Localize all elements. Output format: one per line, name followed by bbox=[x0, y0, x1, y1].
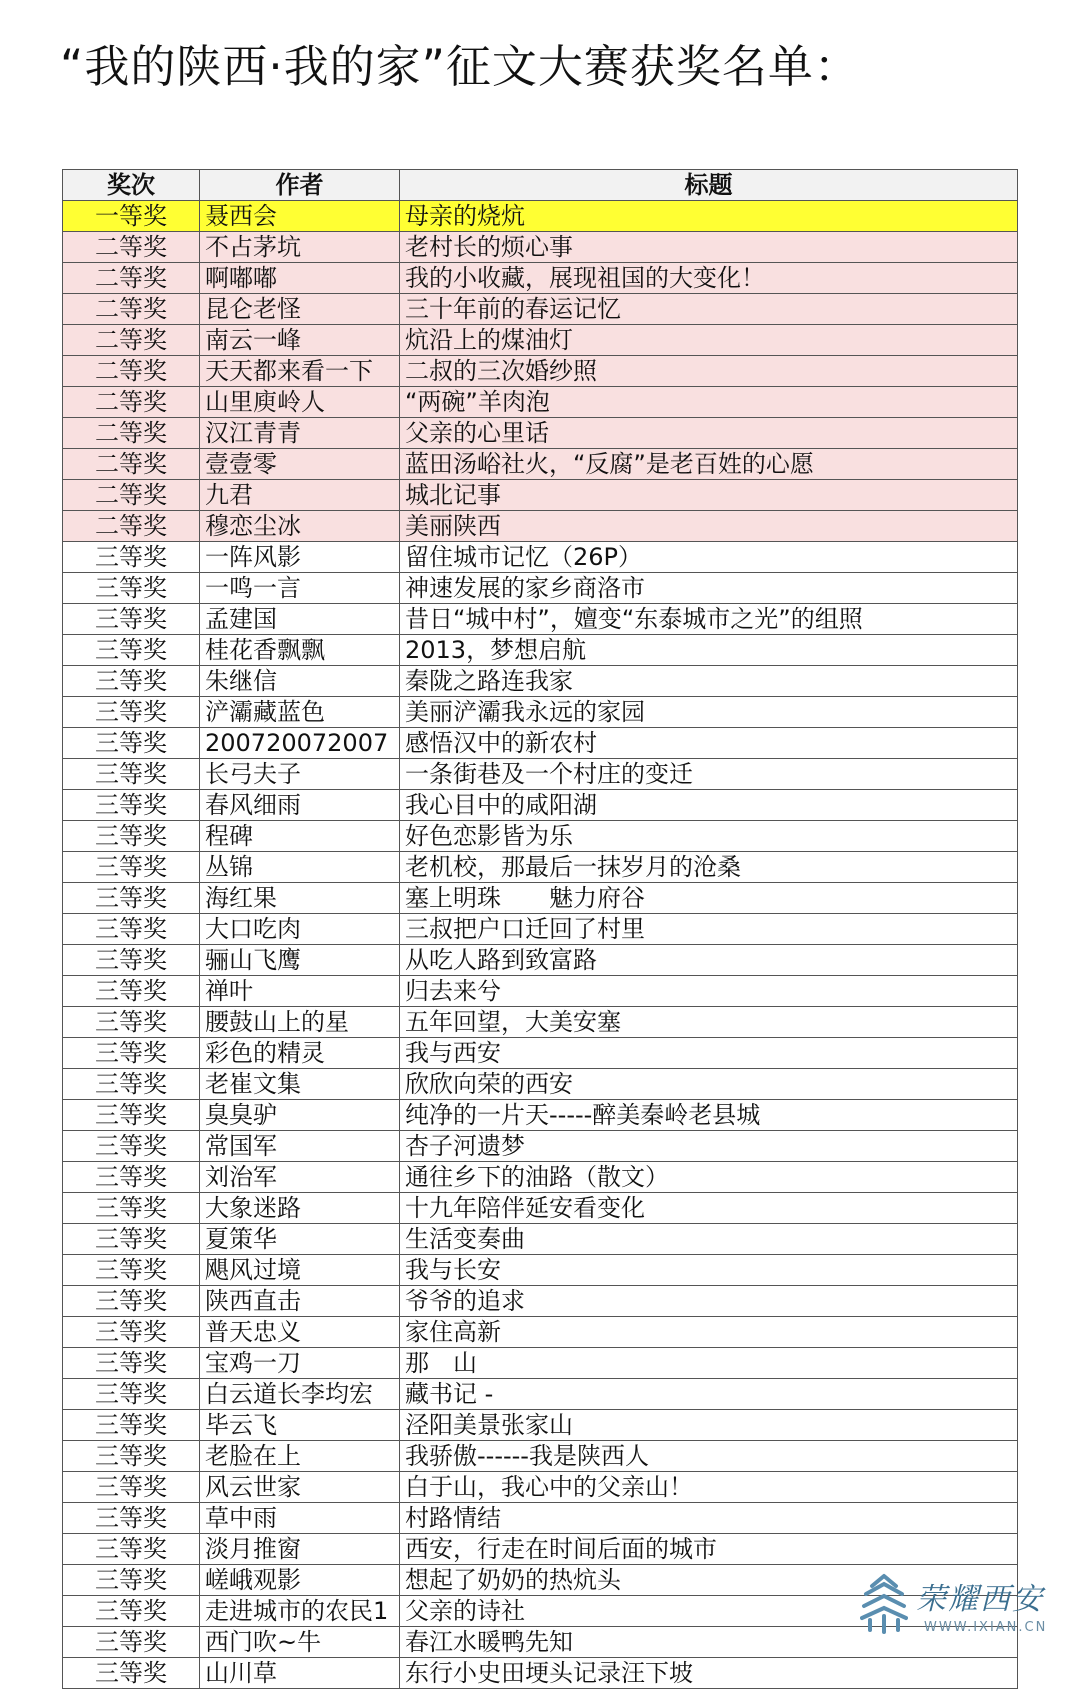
table-row bbox=[63, 945, 1018, 976]
title-cell: 蓝田汤峪社火，“反腐”是老百姓的心愿 bbox=[400, 449, 1018, 480]
author-cell: 臭臭驴 bbox=[200, 1100, 400, 1131]
table-row bbox=[63, 1131, 1018, 1162]
rank-cell: 三等奖 bbox=[63, 1162, 200, 1193]
title-cell: 父亲的诗社 bbox=[400, 1596, 1018, 1627]
author-cell: 聂西会 bbox=[200, 201, 400, 232]
title-cell: 三十年前的春运记忆 bbox=[400, 294, 1018, 325]
table-row bbox=[63, 697, 1018, 728]
author-cell: 嵯峨观影 bbox=[200, 1565, 400, 1596]
rank-cell: 三等奖 bbox=[63, 1100, 200, 1131]
author-cell: 一鸣一言 bbox=[200, 573, 400, 604]
author-cell: 长弓夫子 bbox=[200, 759, 400, 790]
table-row bbox=[63, 635, 1018, 666]
author-cell: 程碑 bbox=[200, 821, 400, 852]
table-row bbox=[63, 480, 1018, 511]
rank-cell: 三等奖 bbox=[63, 1348, 200, 1379]
table-row bbox=[63, 294, 1018, 325]
title-cell: 欣欣向荣的西安 bbox=[400, 1069, 1018, 1100]
author-cell: 禅叶 bbox=[200, 976, 400, 1007]
rank-cell: 三等奖 bbox=[63, 1627, 200, 1658]
title-cell: 五年回望，大美安塞 bbox=[400, 1007, 1018, 1038]
rank-cell: 三等奖 bbox=[63, 914, 200, 945]
site-watermark bbox=[860, 1568, 1060, 1648]
author-cell: 200720072007 bbox=[200, 728, 400, 759]
table-row bbox=[63, 1503, 1018, 1534]
title-cell: 想起了奶奶的热炕头 bbox=[400, 1565, 1018, 1596]
title-cell: 白于山，我心中的父亲山！ bbox=[400, 1472, 1018, 1503]
author-cell: 桂花香飘飘 bbox=[200, 635, 400, 666]
title-cell: 我与西安 bbox=[400, 1038, 1018, 1069]
title-cell: 我心目中的咸阳湖 bbox=[400, 790, 1018, 821]
table-row bbox=[63, 1379, 1018, 1410]
author-cell: 啊嘟嘟 bbox=[200, 263, 400, 294]
rank-cell: 三等奖 bbox=[63, 883, 200, 914]
table-row bbox=[63, 604, 1018, 635]
title-cell: 爷爷的追求 bbox=[400, 1286, 1018, 1317]
title-cell: 2013，梦想启航 bbox=[400, 635, 1018, 666]
author-cell: 刘治军 bbox=[200, 1162, 400, 1193]
rank-cell: 二等奖 bbox=[63, 232, 200, 263]
title-cell: 归去来兮 bbox=[400, 976, 1018, 1007]
title-cell: 三叔把户口迁回了村里 bbox=[400, 914, 1018, 945]
title-cell: 纯净的一片天-----醉美秦岭老县城 bbox=[400, 1100, 1018, 1131]
awards-sheet bbox=[62, 169, 1017, 1689]
rank-cell: 三等奖 bbox=[63, 1658, 200, 1689]
rank-cell: 三等奖 bbox=[63, 1441, 200, 1472]
rank-cell: 三等奖 bbox=[63, 1503, 200, 1534]
author-cell: 海红果 bbox=[200, 883, 400, 914]
title-cell: 通往乡下的油路（散文） bbox=[400, 1162, 1018, 1193]
rank-cell: 三等奖 bbox=[63, 945, 200, 976]
title-cell: 老村长的烦心事 bbox=[400, 232, 1018, 263]
author-cell: 九君 bbox=[200, 480, 400, 511]
title-cell: 十九年陪伴延安看变化 bbox=[400, 1193, 1018, 1224]
rank-cell: 二等奖 bbox=[63, 418, 200, 449]
rank-cell: 三等奖 bbox=[63, 1534, 200, 1565]
table-row bbox=[63, 914, 1018, 945]
title-cell: 好色恋影皆为乐 bbox=[400, 821, 1018, 852]
title-cell: 我与长安 bbox=[400, 1255, 1018, 1286]
author-cell: 浐灞藏蓝色 bbox=[200, 697, 400, 728]
title-cell: 塞上明珠 魅力府谷 bbox=[400, 883, 1018, 914]
author-cell: 骊山飞鹰 bbox=[200, 945, 400, 976]
column-header-rank: 奖次 bbox=[63, 170, 200, 201]
page-title: “我的陕西·我的家”征文大赛获奖名单： bbox=[60, 40, 860, 93]
rank-cell: 三等奖 bbox=[63, 1131, 200, 1162]
author-cell: 孟建国 bbox=[200, 604, 400, 635]
rank-cell: 三等奖 bbox=[63, 1565, 200, 1596]
pagoda-logo-icon bbox=[860, 1572, 908, 1636]
rank-cell: 二等奖 bbox=[63, 325, 200, 356]
table-row bbox=[63, 728, 1018, 759]
author-cell: 草中雨 bbox=[200, 1503, 400, 1534]
author-cell: 大口吃肉 bbox=[200, 914, 400, 945]
table-row bbox=[63, 1658, 1018, 1689]
title-cell: 那 山 bbox=[400, 1348, 1018, 1379]
table-row bbox=[63, 573, 1018, 604]
title-cell: 炕沿上的煤油灯 bbox=[400, 325, 1018, 356]
author-cell: 飓风过境 bbox=[200, 1255, 400, 1286]
table-row bbox=[63, 790, 1018, 821]
author-cell: 风云世家 bbox=[200, 1472, 400, 1503]
title-cell: 神速发展的家乡商洛市 bbox=[400, 573, 1018, 604]
author-cell: 一阵风影 bbox=[200, 542, 400, 573]
title-cell: 二叔的三次婚纱照 bbox=[400, 356, 1018, 387]
rank-cell: 二等奖 bbox=[63, 263, 200, 294]
author-cell: 春风细雨 bbox=[200, 790, 400, 821]
author-cell: 陕西直击 bbox=[200, 1286, 400, 1317]
table-row bbox=[63, 1348, 1018, 1379]
title-cell: 春江水暖鸭先知 bbox=[400, 1627, 1018, 1658]
table-row bbox=[63, 511, 1018, 542]
title-cell: 一条街巷及一个村庄的变迁 bbox=[400, 759, 1018, 790]
rank-cell: 二等奖 bbox=[63, 449, 200, 480]
title-cell: 生活变奏曲 bbox=[400, 1224, 1018, 1255]
title-cell: 泾阳美景张家山 bbox=[400, 1410, 1018, 1441]
rank-cell: 二等奖 bbox=[63, 387, 200, 418]
rank-cell: 三等奖 bbox=[63, 1286, 200, 1317]
author-cell: 不占茅坑 bbox=[200, 232, 400, 263]
author-cell: 西门吹~牛 bbox=[200, 1627, 400, 1658]
rank-cell: 三等奖 bbox=[63, 1596, 200, 1627]
table-row bbox=[63, 666, 1018, 697]
table-row bbox=[63, 1472, 1018, 1503]
author-cell: 汉江青青 bbox=[200, 418, 400, 449]
watermark-name: 荣耀西安 bbox=[916, 1582, 1044, 1617]
author-cell: 老脸在上 bbox=[200, 1441, 400, 1472]
awards-table bbox=[62, 169, 1018, 1689]
rank-cell: 三等奖 bbox=[63, 1255, 200, 1286]
rank-cell: 三等奖 bbox=[63, 1193, 200, 1224]
rank-cell: 三等奖 bbox=[63, 976, 200, 1007]
rank-cell: 三等奖 bbox=[63, 1379, 200, 1410]
table-row bbox=[63, 1410, 1018, 1441]
column-header-author: 作者 bbox=[200, 170, 400, 201]
title-cell: 我骄傲------我是陕西人 bbox=[400, 1441, 1018, 1472]
rank-cell: 三等奖 bbox=[63, 1317, 200, 1348]
table-row bbox=[63, 1007, 1018, 1038]
author-cell: 壹壹零 bbox=[200, 449, 400, 480]
rank-cell: 三等奖 bbox=[63, 1410, 200, 1441]
watermark-url: WWW.IXIAN.CN bbox=[924, 1620, 1048, 1635]
table-row bbox=[63, 1317, 1018, 1348]
title-cell: 父亲的心里话 bbox=[400, 418, 1018, 449]
author-cell: 常国军 bbox=[200, 1131, 400, 1162]
title-cell: “两碗”羊肉泡 bbox=[400, 387, 1018, 418]
rank-cell: 二等奖 bbox=[63, 356, 200, 387]
author-cell: 穆恋尘冰 bbox=[200, 511, 400, 542]
title-cell: 老机校，那最后一抹岁月的沧桑 bbox=[400, 852, 1018, 883]
table-row bbox=[63, 759, 1018, 790]
title-cell: 藏书记 - bbox=[400, 1379, 1018, 1410]
author-cell: 腰鼓山上的星 bbox=[200, 1007, 400, 1038]
rank-cell: 三等奖 bbox=[63, 790, 200, 821]
title-cell: 秦陇之路连我家 bbox=[400, 666, 1018, 697]
rank-cell: 三等奖 bbox=[63, 1472, 200, 1503]
author-cell: 天天都来看一下 bbox=[200, 356, 400, 387]
table-row bbox=[63, 263, 1018, 294]
author-cell: 夏策华 bbox=[200, 1224, 400, 1255]
title-cell: 杏子河遗梦 bbox=[400, 1131, 1018, 1162]
rank-cell: 二等奖 bbox=[63, 294, 200, 325]
rank-cell: 一等奖 bbox=[63, 201, 200, 232]
rank-cell: 三等奖 bbox=[63, 542, 200, 573]
author-cell: 毕云飞 bbox=[200, 1410, 400, 1441]
rank-cell: 三等奖 bbox=[63, 821, 200, 852]
table-row bbox=[63, 1069, 1018, 1100]
table-row bbox=[63, 387, 1018, 418]
title-cell: 母亲的烧炕 bbox=[400, 201, 1018, 232]
author-cell: 白云道长李均宏 bbox=[200, 1379, 400, 1410]
rank-cell: 三等奖 bbox=[63, 1038, 200, 1069]
author-cell: 宝鸡一刀 bbox=[200, 1348, 400, 1379]
table-row bbox=[63, 201, 1018, 232]
rank-cell: 三等奖 bbox=[63, 852, 200, 883]
column-header-title: 标题 bbox=[400, 170, 1018, 201]
title-cell: 美丽浐灞我永远的家园 bbox=[400, 697, 1018, 728]
title-cell: 城北记事 bbox=[400, 480, 1018, 511]
rank-cell: 三等奖 bbox=[63, 1069, 200, 1100]
table-row bbox=[63, 449, 1018, 480]
rank-cell: 三等奖 bbox=[63, 697, 200, 728]
title-cell: 东行小史田埂头记录汪下坡 bbox=[400, 1658, 1018, 1689]
table-row bbox=[63, 1038, 1018, 1069]
author-cell: 山川草 bbox=[200, 1658, 400, 1689]
author-cell: 大象迷路 bbox=[200, 1193, 400, 1224]
table-row bbox=[63, 1224, 1018, 1255]
rank-cell: 三等奖 bbox=[63, 1007, 200, 1038]
author-cell: 丛锦 bbox=[200, 852, 400, 883]
table-header-row bbox=[63, 170, 1018, 201]
author-cell: 老崔文集 bbox=[200, 1069, 400, 1100]
title-cell: 从吃人路到致富路 bbox=[400, 945, 1018, 976]
rank-cell: 三等奖 bbox=[63, 1224, 200, 1255]
author-cell: 朱继信 bbox=[200, 666, 400, 697]
title-cell: 西安，行走在时间后面的城市 bbox=[400, 1534, 1018, 1565]
title-cell: 昔日“城中村”，嬗变“东泰城市之光”的组照 bbox=[400, 604, 1018, 635]
title-cell: 家住高新 bbox=[400, 1317, 1018, 1348]
title-cell: 感悟汉中的新农村 bbox=[400, 728, 1018, 759]
rank-cell: 三等奖 bbox=[63, 573, 200, 604]
table-row bbox=[63, 1441, 1018, 1472]
table-row bbox=[63, 232, 1018, 263]
rank-cell: 三等奖 bbox=[63, 759, 200, 790]
author-cell: 普天忠义 bbox=[200, 1317, 400, 1348]
rank-cell: 三等奖 bbox=[63, 666, 200, 697]
rank-cell: 三等奖 bbox=[63, 635, 200, 666]
rank-cell: 二等奖 bbox=[63, 511, 200, 542]
rank-cell: 三等奖 bbox=[63, 728, 200, 759]
title-cell: 留住城市记忆（26P） bbox=[400, 542, 1018, 573]
table-row bbox=[63, 1255, 1018, 1286]
table-body bbox=[63, 201, 1018, 1689]
rank-cell: 三等奖 bbox=[63, 604, 200, 635]
table-row bbox=[63, 1162, 1018, 1193]
table-row bbox=[63, 1286, 1018, 1317]
author-cell: 南云一峰 bbox=[200, 325, 400, 356]
table-row bbox=[63, 883, 1018, 914]
author-cell: 淡月推窗 bbox=[200, 1534, 400, 1565]
table-row bbox=[63, 1100, 1018, 1131]
author-cell: 昆仑老怪 bbox=[200, 294, 400, 325]
table-row bbox=[63, 542, 1018, 573]
table-row bbox=[63, 418, 1018, 449]
table-row bbox=[63, 976, 1018, 1007]
table-row bbox=[63, 356, 1018, 387]
title-cell: 我的小收藏，展现祖国的大变化！ bbox=[400, 263, 1018, 294]
table-row bbox=[63, 1193, 1018, 1224]
table-row bbox=[63, 852, 1018, 883]
rank-cell: 二等奖 bbox=[63, 480, 200, 511]
author-cell: 山里庾岭人 bbox=[200, 387, 400, 418]
author-cell: 走进城市的农民1 bbox=[200, 1596, 400, 1627]
table-row bbox=[63, 325, 1018, 356]
title-cell: 美丽陕西 bbox=[400, 511, 1018, 542]
author-cell: 彩色的精灵 bbox=[200, 1038, 400, 1069]
title-cell: 村路情结 bbox=[400, 1503, 1018, 1534]
table-row bbox=[63, 1534, 1018, 1565]
table-row bbox=[63, 821, 1018, 852]
